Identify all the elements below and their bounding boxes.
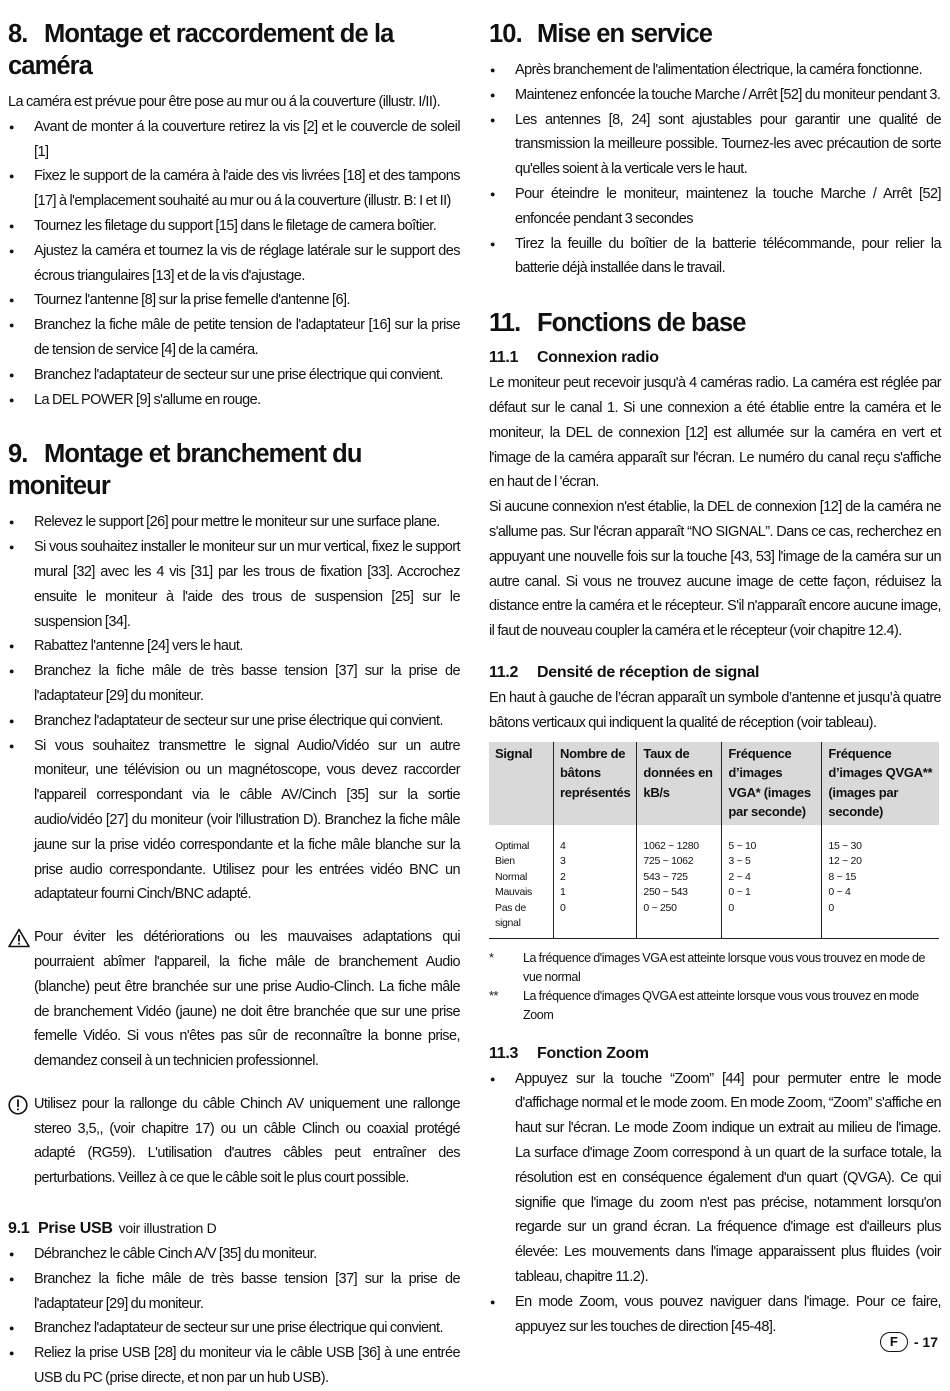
subsection-number: 11.3 [489, 1044, 519, 1062]
table-cell: Normal [495, 870, 528, 883]
table-cell: 0 [728, 901, 734, 914]
table-cell: Mauvais [495, 886, 532, 899]
list-item: ● Pour éteindre le moniteur, maintenez la touche Marche / Arrêt [52] enfoncée pendant 3 secondes [489, 182, 941, 232]
footnote-marker: ** [489, 988, 498, 1003]
page-footer [880, 1332, 938, 1352]
list-item: ● En mode Zoom, vous pouvez naviguer dans l'image. Pour ce faire, appuyez sur les touches de direction [45-48]. [489, 1290, 941, 1340]
subsection-reference: voir illustration D [118, 1220, 217, 1237]
list-item: ● Tournez les filetage du support [15] dans le filetage de camera boîtier. [8, 214, 460, 239]
subsection-title: Densité de réception de signal [537, 663, 760, 681]
section-11-heading [489, 307, 941, 339]
warning-text: Pour éviter les détériorations ou les mauvaises adaptations qui pourraient abîmer l'appareil, la fiche mâle de branchement Audio (blanche) peut être branchée sur une prise Audio-Clinch. La fiche mâle de branchement Vidéo (jaune) ne doit être branchée que sur une prise femelle Vidéo. Si vous n'êtes pas sûr de reconnaître la bonne prise, demandez conseil à un technicien professionnel. [34, 929, 460, 1070]
subsection-number: 11.1 [489, 349, 519, 367]
subsection-title: Prise USB [38, 1220, 113, 1238]
table-cell: 8 ~ 15 [828, 870, 857, 883]
section-title: Montage et raccordement de la caméra [8, 20, 394, 80]
bars-column [554, 825, 637, 939]
table-header: Nombre de bâtons représentés [554, 742, 637, 825]
table-cell: 15 ~ 30 [828, 839, 862, 852]
section-11-2-heading [489, 662, 941, 684]
page-number: - 17 [913, 1334, 938, 1350]
section-8-intro: La caméra est prévue pour être pose au mur ou á la couverture (illustr. I/II). [8, 94, 441, 110]
table-cell: Pas de signal [495, 901, 526, 930]
section-title: Montage et branchement du moniteur [8, 440, 362, 501]
subsection-title: Fonction Zoom [537, 1044, 649, 1062]
table-cell: 250 ~ 543 [643, 886, 688, 899]
table-cell: 0 ~ 250 [643, 901, 677, 914]
list-item: ● Rabattez l'antenne [24] vers le haut. [8, 634, 460, 659]
list-item: ● Si vous souhaitez installer le moniteur sur un mur vertical, fixez le support mural [32] avec les 4 vis [31] par les trous de fixation [33]. Accrochez ensuite le moniteur à l'aide des trous de suspension [25] sur le suspension [34]. [8, 535, 460, 634]
section-title: Fonctions de base [537, 309, 746, 338]
list-item: ● Si vous souhaitez transmettre le signal Audio/Vidéo sur un autre moniteur, une télévision ou un magnétoscope, vous devez raccorder l'appareil correspondant via le câble AV/Cinch [35] sur la sortie audio/vidéo [27] du moniteur (voir l'illustration D). Branchez la fiche mâle jaune sur la prise vidéo correspondante et la fiche mâle blanche sur la prise audio correspondante. Utilisez pour les entrées vidéo BNC un adaptateur fourni Cinch/BNC adapté. [8, 734, 460, 908]
footnote [489, 949, 941, 987]
list-item: ● Branchez l'adaptateur de secteur sur une prise électrique qui convient. [8, 1316, 460, 1341]
table-cell: 3 ~ 5 [728, 855, 751, 868]
list-item: ● Après branchement de l'alimentation électrique, la caméra fonctionne. [489, 58, 941, 83]
signal-quality-table [489, 742, 939, 939]
section-number: 11. [489, 309, 521, 338]
list-item: ● Branchez la fiche mâle de petite tension de l'adaptateur [16] sur la prise de tension de service [4] de la caméra. [8, 313, 460, 363]
table-cell: 0 ~ 1 [728, 886, 751, 899]
exclamation-circle-icon [8, 1095, 30, 1115]
table-header: Fréquence d’images VGA* (images par seconde) [722, 742, 822, 825]
list-item: ● Branchez l'adaptateur de secteur sur une prise électrique qui convient. [8, 709, 460, 734]
warning-note [8, 925, 460, 1074]
list-item: ● Branchez l'adaptateur de secteur sur une prise électrique qui convient. [8, 363, 460, 388]
section-10-heading [489, 18, 941, 50]
list-item: ● Appuyez sur la touche “Zoom” [44] pour permuter entre le mode d'affichage normal et le mode zoom. En mode Zoom, “Zoom” s'affiche en haut sur l'écran. Le mode Zoom indique un extrait au milieu de l'image. La surface d'image Zoom correspond à un quart de la surface totale, la résolution est en conséquence également d'un quart (QVGA). Ce qui signifie que l'image du zoom n'est pas précise, notamment lorsqu'on regarde sur un grand écran. La fréquence d'image est d'ailleurs plus élevée: Les mouvements dans l'image apparaissent plus fluides (voir tableau, chapitre 11.2). [489, 1067, 941, 1290]
list-item: ● Les antennes [8, 24] sont ajustables pour garantir une qualité de transmission la meilleure possible. Tournez-les avec précaution de sorte qu'elles soient à la verticale vers le haut. [489, 108, 941, 182]
list-item: ● Fixez le support de la caméra à l'aide des vis livrées [18] et des tampons [17] à l'emplacement souhaité au mur ou á la couverture (illustr. B: I et II) [8, 164, 460, 214]
list-item: ● La DEL POWER [9] s'allume en rouge. [8, 388, 460, 413]
list-item: ● Relevez le support [26] pour mettre le moniteur sur une surface plane. [8, 510, 460, 535]
list-item: ● Tirez la feuille du boîtier de la batterie télécommande, pour relier la batterie déjà installée dans le travail. [489, 232, 941, 282]
table-row [489, 825, 939, 939]
info-note [8, 1092, 460, 1191]
list-item: ● Reliez la prise USB [28] du moniteur via le câble USB [36] à une entrée USB du PC (prise directe, et non par un hub USB). [8, 1341, 460, 1391]
footnote [489, 987, 941, 1025]
subsection-number: 9.1 [8, 1220, 30, 1238]
subsection-number: 11.2 [489, 663, 519, 681]
section-title: Mise en service [537, 20, 713, 48]
table-cell: 4 [560, 839, 566, 852]
signal-column [489, 825, 554, 939]
warning-triangle-icon [8, 928, 30, 948]
footnote-marker: * [489, 950, 494, 965]
table-header-row [489, 742, 939, 825]
table-cell: 543 ~ 725 [643, 870, 688, 883]
table-cell: 5 ~ 10 [728, 839, 757, 852]
info-text: Utilisez pour la rallonge du câble Chinch AV uniquement une rallonge stereo 3,5,, (voir chapitre 17) ou un câble Clinch ou coaxial protégé adapté (RG59). L'utilisation d'autres câbles peut entraîner des perturbations. Veillez à ce que le câble soit le plus court possible. [34, 1095, 460, 1187]
section-number: 10. [489, 20, 522, 48]
section-11-1-heading [489, 347, 941, 369]
section-11-3-heading [489, 1043, 941, 1065]
section-10-list [489, 58, 941, 281]
section-8-list [8, 115, 460, 413]
right-column [489, 18, 941, 1339]
list-item: ● Avant de monter á la couverture retirez la vis [2] et le couvercle de soleil [1] [8, 115, 460, 165]
footnote-text: La fréquence d'images VGA est atteinte lorsque vous vous trouvez en mode de vue normal [523, 950, 926, 984]
table-cell: Optimal [495, 839, 530, 852]
paragraph: En haut à gauche de l’écran apparaît un symbole d’antenne et jusqu’à quatre bâtons verticaux qui indiquent la qualité de réception (voir tableau). [489, 689, 941, 731]
section-9-1-heading [8, 1217, 460, 1240]
section-9-1-list [8, 1242, 460, 1391]
list-item: ● Maintenez enfoncée la touche Marche / Arrêt [52] du moniteur pendant 3. [489, 83, 941, 108]
table-cell: 725 ~ 1062 [643, 855, 694, 868]
table-header: Signal [489, 742, 554, 825]
table-header: Taux de données en kB/s [637, 742, 722, 825]
language-badge: F [880, 1332, 908, 1352]
table-cell: Bien [495, 855, 515, 868]
subsection-title: Connexion radio [537, 349, 659, 367]
table-cell: 0 [560, 901, 566, 914]
footnote-text: La fréquence d'images QVGA est atteinte lorsque vous vous trouvez en mode Zoom [523, 988, 919, 1022]
paragraph: Le moniteur peut recevoir jusqu'à 4 caméras radio. La caméra est réglée par défaut sur le canal 1. Si une connexion a été établie entre la caméra et le moniteur, la DEL de connexion [12] est allumée sur la caméra en vert et l'image de la caméra apparaît sur l'écran. Le numéro du canal reçu s'affiche en haut de l 'écran. [489, 375, 941, 491]
section-9-heading [8, 438, 460, 502]
table-header: Fréquence d’images QVGA** (images par seconde) [822, 742, 939, 825]
table-cell: 0 [828, 901, 834, 914]
table-cell: 3 [560, 855, 566, 868]
table-cell: 2 [560, 870, 566, 883]
qvga-column [822, 825, 939, 939]
rate-column [637, 825, 722, 939]
section-number: 8. [8, 20, 28, 48]
left-column [8, 18, 460, 1391]
list-item: ● Tournez l'antenne [8] sur la prise femelle d'antenne [6]. [8, 288, 460, 313]
section-number: 9. [8, 440, 28, 469]
list-item: ● Débranchez le câble Cinch A/V [35] du moniteur. [8, 1242, 460, 1267]
vga-column [722, 825, 822, 939]
section-8-heading [8, 18, 460, 82]
list-item: ● Ajustez la caméra et tournez la vis de réglage latérale sur le support des écrous triangulaires [13] et de la vis d'ajustage. [8, 239, 460, 289]
table-cell: 0 ~ 4 [828, 886, 851, 899]
paragraph: Si aucune connexion n'est établie, la DEL de connexion [12] de la caméra ne s'allume pas. Sur l'écran apparaît “NO SIGNAL”. Dans ce cas, recherchez en appuyant une nouvelle fois sur la touche [43, 53] l'image de la caméra sur un autre canal. Si vous ne trouvez aucune image de cette façon, réduisez la distance entre la caméra et le récepteur. S'il n'apparaît encore aucune image, il faut de nouveau coupler la caméra et le récepteur (voir chapitre 12.4). [489, 499, 941, 640]
list-item: ● Branchez la fiche mâle de très basse tension [37] sur la prise de l'adaptateur [29] du moniteur. [8, 659, 460, 709]
section-9-list [8, 510, 460, 907]
list-item: ● Branchez la fiche mâle de très basse tension [37] sur la prise de l'adaptateur [29] du moniteur. [8, 1267, 460, 1317]
table-cell: 12 ~ 20 [828, 855, 862, 868]
section-11-3-list [489, 1067, 941, 1340]
table-cell: 2 ~ 4 [728, 870, 751, 883]
table-cell: 1 [560, 886, 566, 899]
table-cell: 1062 ~ 1280 [643, 839, 699, 852]
